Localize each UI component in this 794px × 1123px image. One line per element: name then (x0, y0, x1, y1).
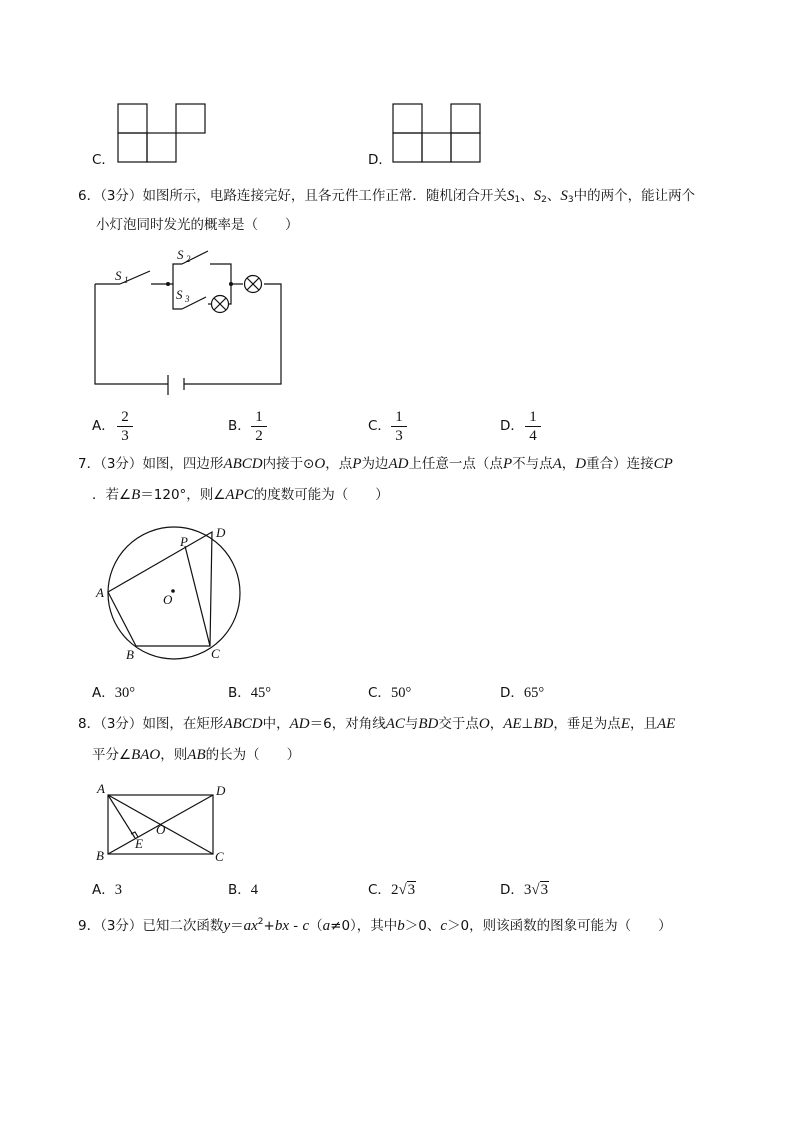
q6-label-s2-sub: 2 (186, 254, 191, 264)
q8-t-n: BD (533, 716, 554, 732)
q8-t-f: AC (385, 716, 405, 732)
q7-text-d: O (314, 456, 326, 472)
q8-label-o: O (156, 822, 166, 837)
q6-s1: S (506, 188, 515, 204)
q7-label-d: D (216, 525, 226, 540)
q6-s2-sub: 2 (541, 195, 547, 205)
q8-t-p: E (620, 716, 630, 732)
q7-label-a: A (96, 585, 104, 600)
q7-line2-b: B (131, 487, 141, 503)
q8-option-d (500, 880, 549, 900)
q6-option-a-num: 2 (121, 409, 129, 425)
q8-option-c-radical-sign: √ (398, 882, 407, 898)
q9-ax: ax (243, 918, 258, 934)
q8-t-d: AD (289, 716, 310, 732)
q9-neq: ≠0） (330, 918, 357, 934)
q6-sep1: 、 (520, 188, 534, 204)
q9-c: c (302, 918, 310, 934)
q6-text2: 中的两个，能让两个 (573, 188, 696, 204)
q8-t-l: AE (503, 716, 522, 732)
q6-label-s1: S (115, 268, 122, 283)
q9-gt1: ＞0、 (404, 918, 441, 934)
q6-label-s3-sub: 3 (185, 294, 190, 304)
q6-option-b-den: 2 (255, 428, 263, 444)
q9-stem (78, 912, 672, 936)
q8-t-i: 交于点 (438, 716, 479, 732)
q8-label-a: A (97, 781, 105, 796)
q7-option-c-value: 50° (390, 685, 412, 701)
q8-l2-c: ，则 (160, 747, 188, 763)
q9-sq: 2 (257, 917, 264, 927)
q7-option-c-label: C． (368, 685, 391, 701)
q6-s2: S (533, 188, 542, 204)
q8-option-d-radical-sign: √ (531, 882, 540, 898)
q8-option-d-coef: 3 (523, 882, 532, 898)
q7-text-l: A (552, 456, 562, 472)
q8-t-c: 中， (262, 716, 290, 732)
q7-score: （3分） (100, 456, 143, 472)
q8-option-b-label: B． (228, 882, 251, 898)
q8-option-b-value: 4 (250, 882, 259, 898)
q7-text-p: CP (653, 456, 673, 472)
q8-option-d-label: D． (500, 882, 524, 898)
q6-option-c-den: 3 (395, 428, 403, 444)
q8-option-b (228, 880, 258, 900)
q6-label-s3: S (176, 287, 183, 302)
q9-score: （3分） (100, 918, 143, 934)
q8-t-o: ，垂足为点 (553, 716, 621, 732)
q8-t-j: O (478, 716, 490, 732)
q8-option-c-coef: 2 (390, 882, 399, 898)
q9-plus: + (263, 918, 275, 934)
q7-label-b: B (126, 647, 134, 662)
q8-l2-b: BAO (131, 747, 161, 763)
q7-label-o: O (163, 592, 173, 607)
q7-option-b-value: 45° (250, 685, 272, 701)
q8-score: （3分） (100, 716, 143, 732)
q6-option-d-label: D． (500, 418, 524, 434)
q9-t-a: 已知二次函数 (142, 918, 224, 934)
q7-text-h: AD (388, 456, 409, 472)
q7-text-a: 如图，四边形 (142, 456, 224, 472)
q8-option-a-label: A． (92, 882, 115, 898)
q9-a2: a (322, 918, 331, 934)
q8-label-d: D (216, 783, 226, 798)
q8-t-g: 与 (404, 716, 419, 732)
q9-eq: ＝ (230, 918, 244, 934)
q8-t-h: BD (418, 716, 439, 732)
q8-option-c-label: C． (368, 882, 391, 898)
q7-text-k: 不与点 (512, 456, 553, 472)
q6-option-a-den: 3 (121, 428, 129, 444)
q8-t-e: ＝6，对角线 (309, 716, 386, 732)
q6-label-s2: S (177, 247, 184, 262)
q9-number: 9． (78, 918, 101, 934)
q7-text-m: ， (561, 456, 576, 472)
q7-text-j: P (502, 456, 513, 472)
q7-text-b: ABCD (223, 456, 263, 472)
q8-t-m: ⊥ (521, 716, 534, 732)
q9-minus: - (289, 918, 303, 934)
q6-s3-sub: 3 (567, 195, 574, 205)
q8-l2-e: 的长为（ ） (205, 747, 301, 763)
q6-option-c-label: C． (368, 418, 391, 434)
q7-option-d-value: 65° (523, 685, 545, 701)
q8-t-q: ，且 (629, 716, 657, 732)
q6-option-b-label: B． (228, 418, 251, 434)
q6-stem-line2: 小灯泡同时发光的概率是（ ） (96, 217, 299, 233)
q7-number: 7． (78, 456, 101, 472)
q7-option-b-label: B． (228, 685, 251, 701)
q7-text-i: 上任意一点（点 (408, 456, 503, 472)
q7-label-p: P (180, 534, 188, 549)
q7-line2-d: APC (225, 487, 254, 503)
q8-label-e: E (135, 836, 143, 851)
q6-option-a-label: A． (92, 418, 115, 434)
q6-option-d-den: 4 (529, 428, 537, 444)
q9-gt2: ＞0，则该函数的图象可能为（ ） (447, 918, 672, 934)
q6-option-b-num: 1 (255, 409, 263, 425)
q7-text-c: 内接于⊙ (262, 456, 315, 472)
q6-option-c-num: 1 (395, 409, 403, 425)
q6-number: 6． (78, 188, 101, 204)
q9-cvar: c (440, 918, 448, 934)
q7-option-a-label: A． (92, 685, 115, 701)
q7-text-f: P (352, 456, 362, 472)
q7-line2-e: 的度数可能为（ ） (253, 487, 389, 503)
q6-score: （3分） (100, 188, 143, 204)
q7-text-n: D (575, 456, 587, 472)
q7-line2-c: ＝120°，则∠ (140, 487, 226, 503)
q8-label-b: B (96, 848, 104, 863)
q5-option-c-label: C． (92, 152, 115, 168)
q6-label-s1-sub: 1 (124, 275, 129, 285)
q8-option-c-radicand: 3 (407, 882, 416, 898)
q8-t-b: ABCD (223, 716, 263, 732)
q6-s3: S (560, 188, 568, 204)
q9-bvar: b (397, 918, 405, 934)
q7-text-e: ，点 (325, 456, 353, 472)
q7-option-d-label: D． (500, 685, 524, 701)
q8-t-a: 如图，在矩形 (142, 716, 224, 732)
q7-label-c: C (211, 646, 220, 661)
q8-l2-d: AB (187, 747, 206, 763)
q7-text-g: 为边 (361, 456, 389, 472)
q6-option-d-num: 1 (529, 409, 537, 425)
q7-line2-a: ．若∠ (92, 487, 132, 503)
q6-s1-sub: 1 (514, 195, 521, 205)
q9-y: y (223, 918, 231, 934)
q9-paren: （ (309, 918, 323, 934)
q6-sep2: 、 (546, 188, 561, 204)
q8-option-a (92, 880, 122, 900)
q8-t-k: ， (489, 716, 504, 732)
q8-t-r: AE (656, 716, 676, 732)
q8-l2-a: 平分∠ (92, 747, 132, 763)
q8-option-d-radicand: 3 (540, 882, 549, 898)
q9-bx: bx (274, 918, 289, 934)
q7-text-o: 重合）连接 (586, 456, 654, 472)
q5-option-d-label: D． (368, 152, 392, 168)
q8-option-c (368, 880, 416, 900)
q6-text: 如图所示，电路连接完好，且各元件工作正常．随机闭合开关 (142, 188, 507, 204)
q9-t-b: ，其中 (356, 918, 398, 934)
q8-number: 8． (78, 716, 101, 732)
q7-option-a-value: 30° (114, 685, 136, 701)
q8-label-c: C (215, 849, 224, 864)
q8-option-a-value: 3 (114, 882, 122, 898)
